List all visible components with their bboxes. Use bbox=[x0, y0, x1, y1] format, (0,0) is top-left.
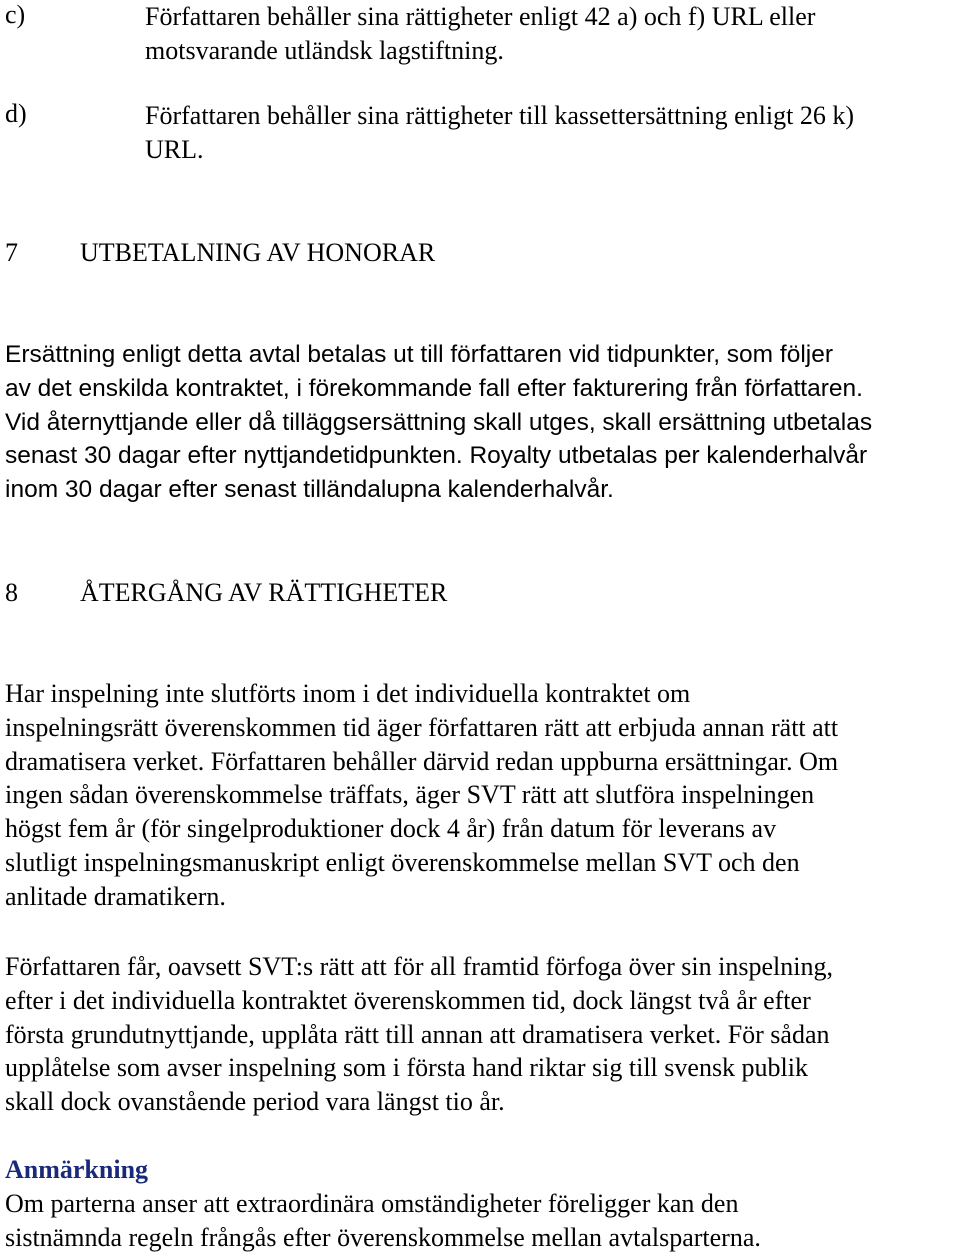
text-line: skall dock ovanstående period vara längst tio år. bbox=[5, 1087, 505, 1117]
text-line: sistnämnda regeln frångås efter överenskommelse mellan avtalsparterna. bbox=[5, 1222, 761, 1252]
text-line: inom 30 dagar efter senast tilländalupna kalenderhalvår. bbox=[5, 476, 614, 504]
text-line: upplåtelse som avser inspelning som i första hand riktar sig till svensk publik bbox=[5, 1053, 809, 1083]
section-8-paragraph-1 bbox=[5, 677, 955, 914]
section-number: 7 bbox=[5, 238, 18, 267]
text-line: Om parterna anser att extraordinära omständigheter föreligger kan den bbox=[5, 1189, 739, 1218]
section-number: 8 bbox=[5, 578, 18, 607]
section-8-paragraph-2 bbox=[5, 950, 955, 1119]
text-line: Har inspelning inte slutförts inom i det individuella kontraktet om bbox=[5, 679, 691, 708]
section-title: ÅTERGÅNG AV RÄTTIGHETER bbox=[80, 578, 448, 607]
text-line: första grundutnyttjande, upplåta rätt till annan att dramatisera verket. För sådan bbox=[5, 1019, 830, 1049]
list-marker: c) bbox=[5, 0, 26, 29]
text-line: ingen sådan överenskommelse träffats, äger SVT rätt att slutföra inspelningen bbox=[5, 780, 815, 810]
text-line: inspelningsrätt överenskommen tid äger författaren rätt att erbjuda annan rätt att bbox=[5, 712, 839, 742]
text-line: högst fem år (för singelproduktioner dock 4 år) från datum för leverans av bbox=[5, 814, 777, 844]
text-line: dramatisera verket. Författaren behåller därvid redan uppburna ersättningar. Om bbox=[5, 746, 839, 776]
text-line: efter i det individuella kontraktet överenskommen tid, dock längst två år efter bbox=[5, 985, 811, 1015]
text-line: slutligt inspelningsmanuskript enligt överenskommelse mellan SVT och den bbox=[5, 847, 800, 877]
list-item-text bbox=[145, 99, 955, 167]
text-line: URL. bbox=[145, 135, 204, 164]
text-line: av det enskilda kontraktet, i förekommande fall efter fakturering från författaren. bbox=[5, 374, 863, 402]
text-line: anlitade dramatikern. bbox=[5, 881, 226, 911]
text-line: Vid åternyttjande eller då tilläggsersättning skall utges, skall ersättning utbetalas bbox=[5, 408, 873, 436]
text-line: Författaren behåller sina rättigheter till kassettersättning enligt 26 k) bbox=[145, 101, 854, 130]
note-paragraph bbox=[5, 1187, 955, 1255]
section-title: UTBETALNING AV HONORAR bbox=[80, 238, 436, 267]
text-line: Författaren får, oavsett SVT:s rätt att för all framtid förfoga över sin inspelning, bbox=[5, 952, 833, 981]
list-marker: d) bbox=[5, 99, 27, 128]
text-line: motsvarande utländsk lagstiftning. bbox=[145, 36, 504, 65]
text-line: senast 30 dagar efter nyttjandetidpunkten. Royalty utbetalas per kalenderhalvår bbox=[5, 442, 868, 470]
text-line: Ersättning enligt detta avtal betalas ut till författaren vid tidpunkter, som följer bbox=[5, 341, 833, 368]
note-title: Anmärkning bbox=[5, 1155, 149, 1184]
list-item-text bbox=[145, 0, 955, 68]
text-line: Författaren behåller sina rättigheter enligt 42 a) och f) URL eller bbox=[145, 2, 816, 31]
section-7-paragraph bbox=[5, 338, 955, 507]
